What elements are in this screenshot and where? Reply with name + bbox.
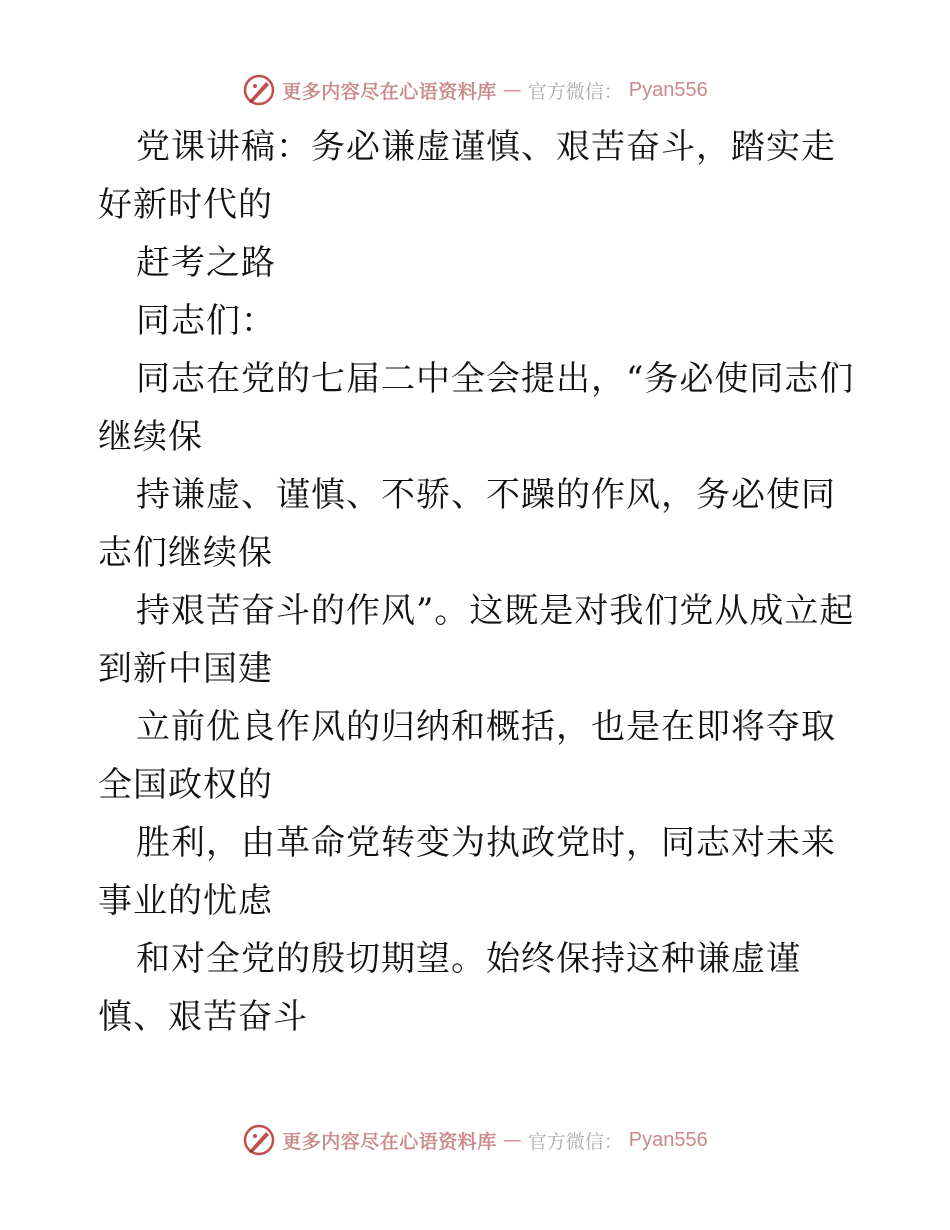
banner-wechat-id: Pyan556	[628, 78, 708, 101]
salutation: 同志们：	[136, 301, 276, 341]
body-paragraph: 立前优良作风的归纳和概括，也是在即将夺取全国政权的	[98, 707, 836, 805]
banner-text: 更多内容尽在心语资料库	[282, 80, 497, 103]
banner-wechat-label: 官方微信：	[527, 80, 623, 103]
banner-wechat-label: 官方微信：	[527, 1130, 623, 1153]
banner-separator: —	[502, 79, 522, 101]
body-paragraph: 持艰苦奋斗的作风”。这既是对我们党从成立起到新中国建	[98, 591, 855, 689]
header-banner	[0, 70, 950, 110]
banner-text: 更多内容尽在心语资料库	[282, 1130, 497, 1153]
banner-separator: —	[502, 1129, 522, 1151]
body-paragraph: 同志在党的七届二中全会提出，“务必使同志们继续保	[98, 359, 855, 457]
banner-wechat-id: Pyan556	[628, 1128, 708, 1151]
pen-logo-icon	[242, 73, 276, 107]
document-body	[98, 118, 858, 1046]
footer-banner	[0, 1120, 950, 1160]
body-paragraph: 和对全党的殷切期望。始终保持这种谦虚谨慎、艰苦奋斗	[98, 939, 801, 1037]
title-paragraph: 党课讲稿：务必谦虚谨慎、艰苦奋斗，踏实走好新时代的	[98, 127, 836, 225]
pen-logo-icon	[242, 1123, 276, 1157]
body-paragraph: 胜利，由革命党转变为执政党时，同志对未来事业的忧虑	[98, 823, 836, 921]
body-paragraph: 持谦虚、谨慎、不骄、不躁的作风，务必使同志们继续保	[98, 475, 836, 573]
title-paragraph-continued: 赶考之路	[136, 243, 276, 283]
